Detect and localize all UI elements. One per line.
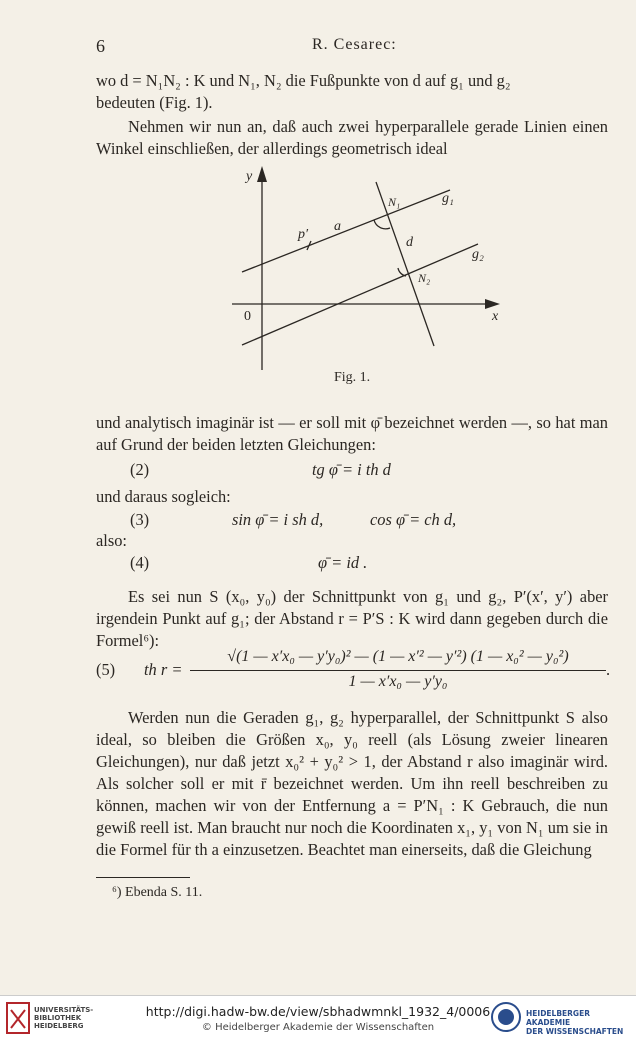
label-x: x: [492, 309, 499, 324]
label-a: a: [334, 219, 341, 234]
label-p: p′: [298, 227, 309, 242]
running-head: R. Cesarec:: [312, 36, 397, 53]
academy-name-line-1: HEIDELBERGER AKADEMIE: [526, 1009, 590, 1027]
label-y: y: [246, 169, 253, 184]
equation-3b: cos φ̄ = ch d,: [370, 510, 457, 529]
line-g2: [242, 244, 478, 345]
equation-3a: sin φ̄ = i sh d,: [232, 510, 324, 529]
equation-5-numerator: √(1 — x′x₀ — y′y₀)² — (1 — x′² — y′²) (1 — x₀² — y₀²): [227, 648, 569, 665]
paragraph-2: Nehmen wir nun an, daß auch zwei hyperparallele gerade Linien einen Winkel einschließen, der allerdings geometrisch ideal: [96, 117, 608, 158]
label-d: d: [406, 235, 413, 250]
equation-3-label: (3): [130, 510, 150, 529]
equation-5-label: (5): [96, 660, 116, 679]
equation-5-lhs: th r =: [144, 660, 183, 679]
line-g1: [242, 190, 450, 272]
equation-5-period: .: [606, 660, 611, 679]
paragraph-7: Werden nun die Geraden g₁, g₂ hyperparallel, der Schnittpunkt S also ideal, so bleiben die Größen x₀, y₀ reell (als Lösung zweier linearen Gleichungen), nur daß jetzt x₀² + y₀² > 1, der Abstand r also imaginär wird. Als solcher soll er mit r̄ bezeichnet werden. Um ihn reell beschreiben zu können, machen wir von der Entfernung a = P′N₁ : K Gebrauch, die nun gewiß reell ist. Man braucht nur noch die Koordinaten x₁, y₁ von N₁ um sie in die Formel für th a einzusetzen. Beachtet man einerseits, daß die Gleichung: [96, 708, 608, 859]
equation-4-label: (4): [130, 553, 150, 572]
figure-1: [228, 160, 518, 372]
academy-seal-icon: [490, 1001, 522, 1033]
equation-2: tg φ̄ = i th d: [312, 460, 391, 479]
paragraph-3: und analytisch imaginär ist — er soll mit φ̄ bezeichnet werden —, so hat man auf Grund der beiden letzten Gleichungen:: [96, 413, 608, 454]
footnote: ⁶) Ebenda S. 11.: [112, 885, 203, 900]
library-name-line-2: BIBLIOTHEK: [34, 1014, 82, 1022]
label-g1: g₁: [442, 191, 454, 206]
label-origin: 0: [244, 309, 251, 324]
y-arrow: [257, 166, 267, 182]
label-n1: N₁: [388, 195, 401, 209]
footnote-rule: [96, 877, 190, 878]
equation-5-denominator: 1 — x′x₀ — y′y₀: [348, 673, 448, 690]
academy-name: [526, 1009, 636, 1036]
permalink[interactable]: http://digi.hadw-bw.de/view/sbhadwmnkl_1932_4/0006: [145, 1004, 491, 1019]
line-d: [376, 182, 434, 346]
figure-caption: Fig. 1.: [334, 370, 371, 385]
x-arrow: [485, 299, 500, 309]
paragraph-6: Es sei nun S (x₀, y₀) der Schnittpunkt von g₁ und g₂, P′(x′, y′) aber irgendein Punkt auf g₁; der Abstand r = P′S : K wird dann gegeben durch die Formel⁶):: [96, 587, 608, 650]
angle-mark-n1: [374, 220, 390, 229]
library-name-line-1: UNIVERSITÄTS-: [34, 1006, 94, 1014]
academy-name-line-2: DER WISSENSCHAFTEN: [526, 1027, 624, 1036]
page-number: 6: [96, 36, 105, 56]
equation-4: φ̄ = id .: [318, 553, 368, 572]
paragraph-5: also:: [96, 531, 127, 550]
viewer-footer: [0, 995, 636, 1040]
equation-2-label: (2): [130, 460, 150, 479]
paragraph-1-line-1: wo d = N₁N₂ : K und N₁, N₂ die Fußpunkte von d auf g₁ und g₂: [96, 71, 511, 90]
label-n2: N₂: [418, 271, 431, 285]
library-name-line-3: HEIDELBERG: [34, 1022, 84, 1030]
paragraph-1-line-2: bedeuten (Fig. 1).: [96, 93, 213, 112]
label-g2: g₂: [472, 247, 484, 262]
copyright: © Heidelberger Akademie der Wissenschaften: [201, 1022, 435, 1033]
paragraph-4: und daraus sogleich:: [96, 487, 231, 506]
fraction-bar: [190, 670, 606, 671]
